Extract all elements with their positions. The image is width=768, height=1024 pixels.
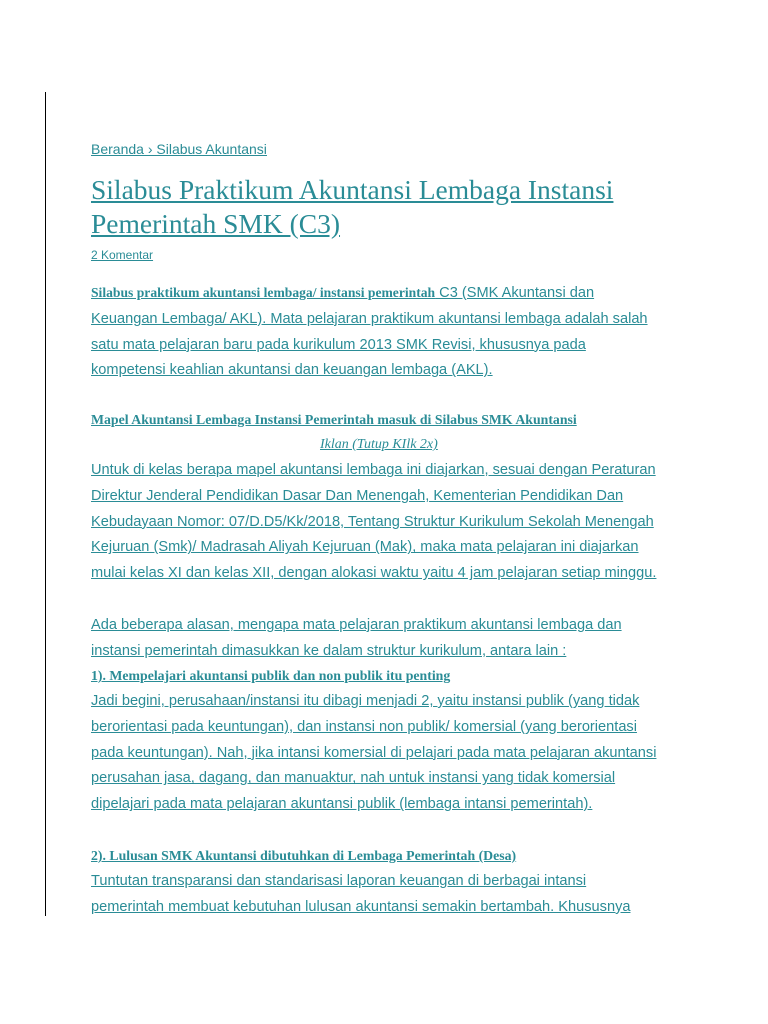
section1-line: Direktur Jenderal Pendidikan Dasar Dan Menengah, Kementerian Pendidikan Dan — [91, 487, 624, 504]
section1-line: Kebudayaan Nomor: 07/D.D5/Kk/2018, Tentang Struktur Kurikulum Sekolah Menengah — [91, 513, 654, 530]
reason-2-paragraph — [91, 869, 691, 921]
reason-1-heading: 1). Mempelajari akuntansi publik dan non publik itu penting — [91, 668, 451, 683]
breadcrumb — [91, 141, 267, 157]
reasons-intro-line: Ada beberapa alasan, mengapa mata pelajaran praktikum akuntansi lembaga dan — [91, 617, 622, 633]
reason-1-line: pada keuntungan). Nah, jika intansi komersial di pelajari pada mata pelajaran akuntansi — [91, 744, 657, 761]
section1-line: Untuk di kelas berapa mapel akuntansi lembaga ini diajarkan, sesuai dengan Peraturan — [91, 462, 656, 478]
breadcrumb-home-link[interactable]: Beranda — [91, 141, 144, 157]
section1-paragraph — [91, 458, 691, 587]
page-title-line-1: Silabus Praktikum Akuntansi Lembaga Instansi — [91, 174, 614, 205]
reason-1-paragraph — [91, 689, 691, 818]
comments-link[interactable]: 2 Komentar — [91, 248, 154, 262]
intro-line — [91, 280, 691, 307]
margin-line — [45, 92, 46, 916]
ad-label[interactable]: Iklan (Tutup KIlk 2x) — [320, 437, 438, 452]
page-title[interactable] — [91, 173, 731, 241]
intro-line: kompetensi keahlian akuntansi dan keuangan lembaga (AKL). — [91, 362, 493, 379]
intro-line: Keuangan Lembaga/ AKL). Mata pelajaran praktikum akuntansi lembaga adalah salah — [91, 310, 648, 327]
intro-line: satu mata pelajaran baru pada kurikulum 2013 SMK Revisi, khususnya pada — [91, 336, 586, 353]
reason-1-line: perusahan jasa, dagang, dan manuaktur, nah untuk instansi yang tidak komersial — [91, 770, 616, 787]
reason-1-line: berorientasi pada keuntungan), dan instansi non publik/ komersial (yang berorientasi — [91, 718, 637, 735]
intro-lead-rest: C3 (SMK Akuntansi dan — [435, 285, 595, 301]
reason-2-heading: 2). Lulusan SMK Akuntansi dibutuhkan di Lembaga Pemerintah (Desa) — [91, 848, 517, 863]
section1-line: Kejuruan (Smk)/ Madrasah Aliyah Kejuruan (Mak), maka mata pelajaran ini diajarkan — [91, 539, 639, 556]
reason-2-line: Tuntutan transparansi dan standarisasi laporan keuangan di berbagai intansi — [91, 873, 587, 889]
reason-2-line: pemerintah membuat kebutuhan lulusan akuntansi semakin bertambah. Khususnya — [91, 898, 631, 915]
breadcrumb-separator: › — [143, 141, 157, 157]
reason-1-line: Jadi begini, perusahaan/instansi itu dibagi menjadi 2, yaitu instansi publik (yang tidak — [91, 693, 640, 709]
reasons-intro-line: instansi pemerintah dimasukkan ke dalam struktur kurikulum, antara lain : — [91, 642, 567, 659]
reasons-intro-paragraph — [91, 613, 691, 665]
section1-line: mulai kelas XI dan kelas XII, dengan alokasi waktu yaitu 4 jam pelajaran setiap minggu. — [91, 565, 657, 582]
reason-1-line: dipelajari pada mata pelajaran akuntansi publik (lembaga intansi pemerintah). — [91, 796, 593, 813]
intro-lead-link[interactable]: Silabus praktikum akuntansi lembaga/ instansi pemerintah — [91, 285, 436, 300]
intro-paragraph — [91, 280, 691, 384]
section-heading-mapel[interactable]: Mapel Akuntansi Lembaga Instansi Pemerintah masuk di Silabus SMK Akuntansi — [91, 412, 577, 427]
page-title-line-2: Pemerintah SMK (C3) — [91, 208, 341, 239]
breadcrumb-category-link[interactable]: Silabus Akuntansi — [156, 141, 267, 157]
